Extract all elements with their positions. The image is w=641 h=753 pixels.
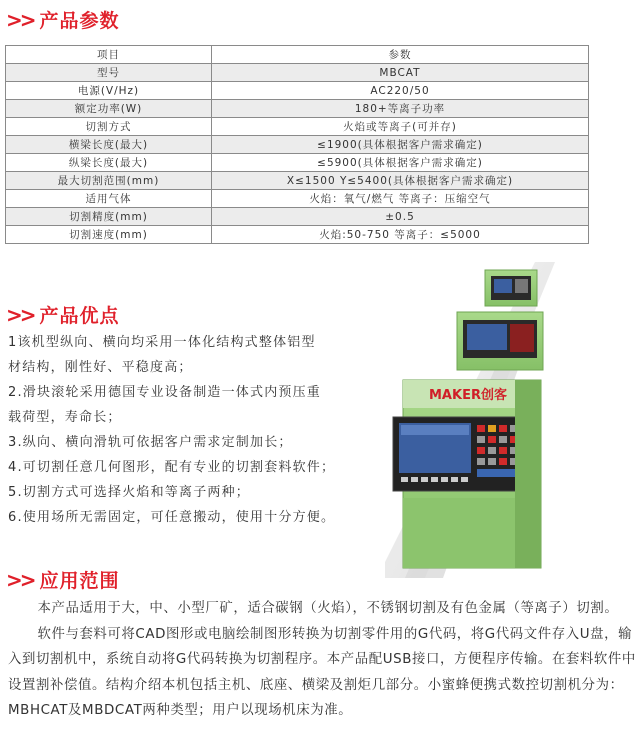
advantage-line: 材结构，刚性好、平稳度高； [8, 360, 193, 375]
advantage-line: 2.滑块滚轮采用德国专业设备制造一体式内预压重 [8, 385, 322, 400]
params-row [6, 100, 589, 118]
params-item-cell: 型号 [6, 64, 212, 82]
advantage-line: 5.切割方式可选择火焰和等离子两种； [8, 485, 251, 500]
params-item-cell: 适用气体 [6, 190, 212, 208]
advantage-line: 4.可切割任意几何图形，配有专业的切割套料软件； [8, 460, 336, 475]
application-title-text: 应用范围 [39, 570, 120, 592]
params-row [6, 64, 589, 82]
params-item-cell: 横梁长度(最大) [6, 136, 212, 154]
params-row [6, 118, 589, 136]
params-row [6, 172, 589, 190]
params-item-cell: 切割精度(mm) [6, 208, 212, 226]
chevron-icon: >> [6, 567, 34, 592]
params-value-cell: 火焰：氧气/燃气 等离子：压缩空气 [212, 190, 589, 208]
params-title-text: 产品参数 [39, 10, 120, 32]
advantage-line: 3.纵向、横向滑轨可依据客户需求定制加长； [8, 435, 293, 450]
application-paragraph-2: 软件与套料可将CAD图形或电脑绘制图形转换为切割零件用的G代码，将G代码文件存入U盘，输入到切割机中，系统自动将G代码转换为切割程序。本产品配USB接口，方便程序传输。在套料软件中设置割补偿值。结构介绍本机包括主机、底座、横梁及割炬几部分。小蜜蜂便携式数控切割机分为：MBHCAT及MBDCAT两种类型；用户以现场机床为准。 [8, 626, 636, 718]
params-item-cell: 纵梁长度(最大) [6, 154, 212, 172]
params-header-item: 项目 [6, 46, 212, 64]
params-row [6, 190, 589, 208]
advantages-title-text: 产品优点 [39, 305, 120, 327]
params-item-cell: 最大切割范围(mm) [6, 172, 212, 190]
params-table [5, 45, 589, 244]
params-header-row [6, 46, 589, 64]
params-value-cell: ≤1900(具体根据客户需求确定) [212, 136, 589, 154]
params-row [6, 208, 589, 226]
params-row [6, 136, 589, 154]
advantage-line: 载荷型，寿命长； [8, 410, 122, 425]
brand-logo: MAKER创客 [429, 388, 507, 403]
chevron-icon: >> [6, 302, 34, 327]
advantage-line: 1该机型纵向、横向均采用一体化结构式整体铝型 [8, 335, 316, 350]
application-text [8, 596, 636, 724]
params-value-cell: 火焰:50-750 等离子：≤5000 [212, 226, 589, 244]
application-section-title [6, 566, 120, 593]
params-item-cell: 切割方式 [6, 118, 212, 136]
params-row [6, 226, 589, 244]
params-value-cell: AC220/50 [212, 82, 589, 100]
product-image [365, 262, 641, 578]
params-section-title [6, 6, 120, 33]
chevron-icon: >> [6, 7, 34, 32]
params-row [6, 82, 589, 100]
params-value-cell: ≤5900(具体根据客户需求确定) [212, 154, 589, 172]
application-paragraph-1: 本产品适用于大，中、小型厂矿，适合碳钢（火焰），不锈钢切割及有色金属（等离子）切割。 [37, 601, 619, 616]
advantage-line: 6.使用场所无需固定，可任意搬动，使用十分方便。 [8, 510, 336, 525]
params-item-cell: 电源(V/Hz) [6, 82, 212, 100]
params-row [6, 154, 589, 172]
params-value-cell: 火焰或等离子(可并存) [212, 118, 589, 136]
params-item-cell: 切割速度(mm) [6, 226, 212, 244]
params-item-cell: 额定功率(W) [6, 100, 212, 118]
params-value-cell: X≤1500 Y≤5400(具体根据客户需求确定) [212, 172, 589, 190]
params-header-value: 参数 [212, 46, 589, 64]
advantages-section-title [6, 301, 120, 328]
params-value-cell: ±0.5 [212, 208, 589, 226]
params-value-cell: MBCAT [212, 64, 589, 82]
advantages-list [8, 330, 368, 530]
cnc-cutting-machine-illustration [365, 262, 641, 578]
params-value-cell: 180+等离子功率 [212, 100, 589, 118]
